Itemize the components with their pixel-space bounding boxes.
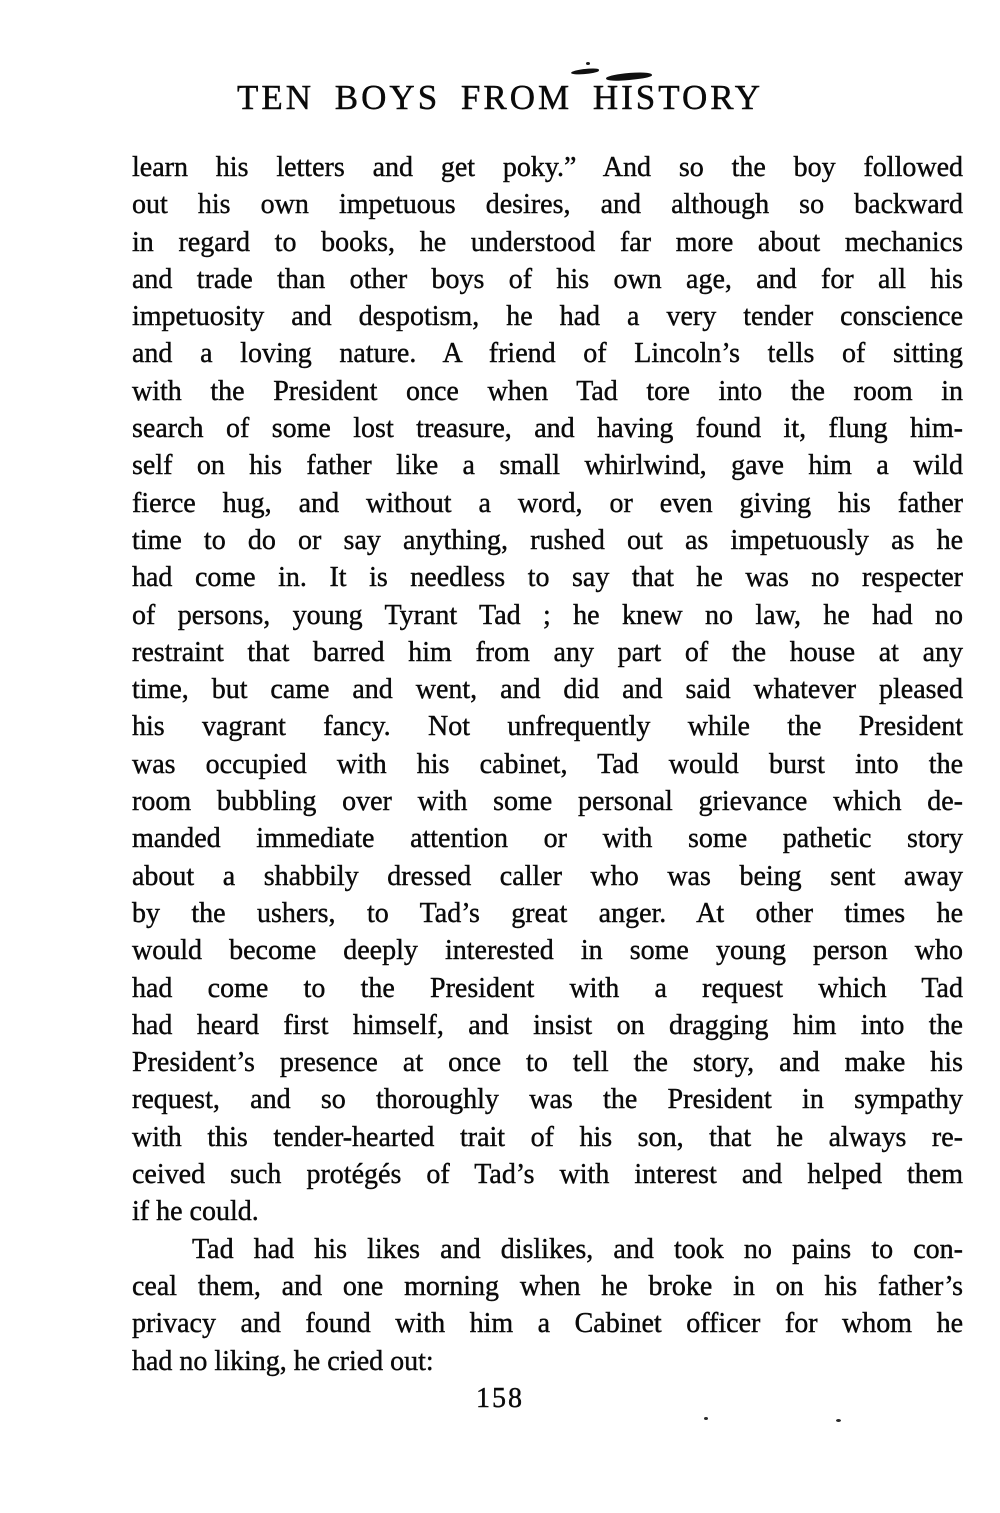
- text-line: out his own impetuous desires, and although so backward: [132, 189, 963, 221]
- text-line: learn his letters and get poky.” And so the boy followed: [132, 152, 963, 183]
- text-line: and a loving nature. A friend of Lincoln’s tells of sitting: [132, 338, 963, 370]
- text-line: impetuosity and despotism, he had a very tender conscience: [132, 301, 963, 333]
- ink-speck: [704, 1417, 708, 1420]
- text-line: had heard first himself, and insist on dragging him into the: [132, 1009, 963, 1041]
- page-number: 158: [476, 1383, 524, 1414]
- text-line: search of some lost treasure, and having found it, flung him-: [132, 413, 963, 445]
- text-line: had no liking, he cried out:: [132, 1345, 434, 1377]
- text-line: had come to the President with a request which Tad: [132, 972, 963, 1004]
- text-line: would become deeply interested in some young person who: [132, 935, 963, 967]
- text-line: time, but came and went, and did and said whatever pleased: [132, 674, 963, 706]
- text-line: and trade than other boys of his own age, and for all his: [132, 263, 963, 295]
- body-text: [132, 149, 963, 1380]
- text-line: of persons, young Tyrant Tad ; he knew no law, he had no: [132, 599, 963, 631]
- text-line: room bubbling over with some personal grievance which de-: [132, 786, 963, 818]
- running-head: TEN BOYS FROM HISTORY: [237, 78, 763, 117]
- text-line: in regard to books, he understood far more about mechanics: [132, 226, 963, 258]
- text-line: with this tender-hearted trait of his son, that he always re-: [132, 1121, 963, 1153]
- text-line: request, and so thoroughly was the President in sympathy: [132, 1084, 963, 1116]
- text-line: was occupied with his cabinet, Tad would burst into the: [132, 748, 963, 780]
- text-line: about a shabbily dressed caller who was being sent away: [132, 860, 963, 892]
- text-line: his vagrant fancy. Not unfrequently while the President: [132, 711, 963, 743]
- ink-smudge-mark: [571, 68, 599, 75]
- ink-speck: [836, 1419, 841, 1422]
- text-line: ceived such protégés of Tad’s with interest and helped them: [132, 1159, 963, 1191]
- text-line: restraint that barred him from any part of the house at any: [132, 636, 963, 668]
- text-line: ceal them, and one morning when he broke in on his father’s: [132, 1270, 963, 1302]
- text-line: with the President once when Tad tore into the room in: [132, 375, 963, 407]
- text-line: President’s presence at once to tell the story, and make his: [132, 1047, 963, 1079]
- text-line: if he could.: [132, 1196, 259, 1228]
- text-line: time to do or say anything, rushed out as impetuously as he: [132, 524, 963, 556]
- text-line: self on his father like a small whirlwind, gave him a wild: [132, 450, 963, 482]
- text-line: had come in. It is needless to say that he was no respecter: [132, 562, 963, 594]
- text-line: manded immediate attention or with some pathetic story: [132, 823, 963, 855]
- text-line: by the ushers, to Tad’s great anger. At other times he: [132, 897, 963, 929]
- text-line: privacy and found with him a Cabinet officer for whom he: [132, 1308, 963, 1340]
- text-line: fierce hug, and without a word, or even giving his father: [132, 487, 963, 519]
- text-line: Tad had his likes and dislikes, and took no pains to con-: [192, 1233, 963, 1265]
- ink-speck: [586, 62, 590, 65]
